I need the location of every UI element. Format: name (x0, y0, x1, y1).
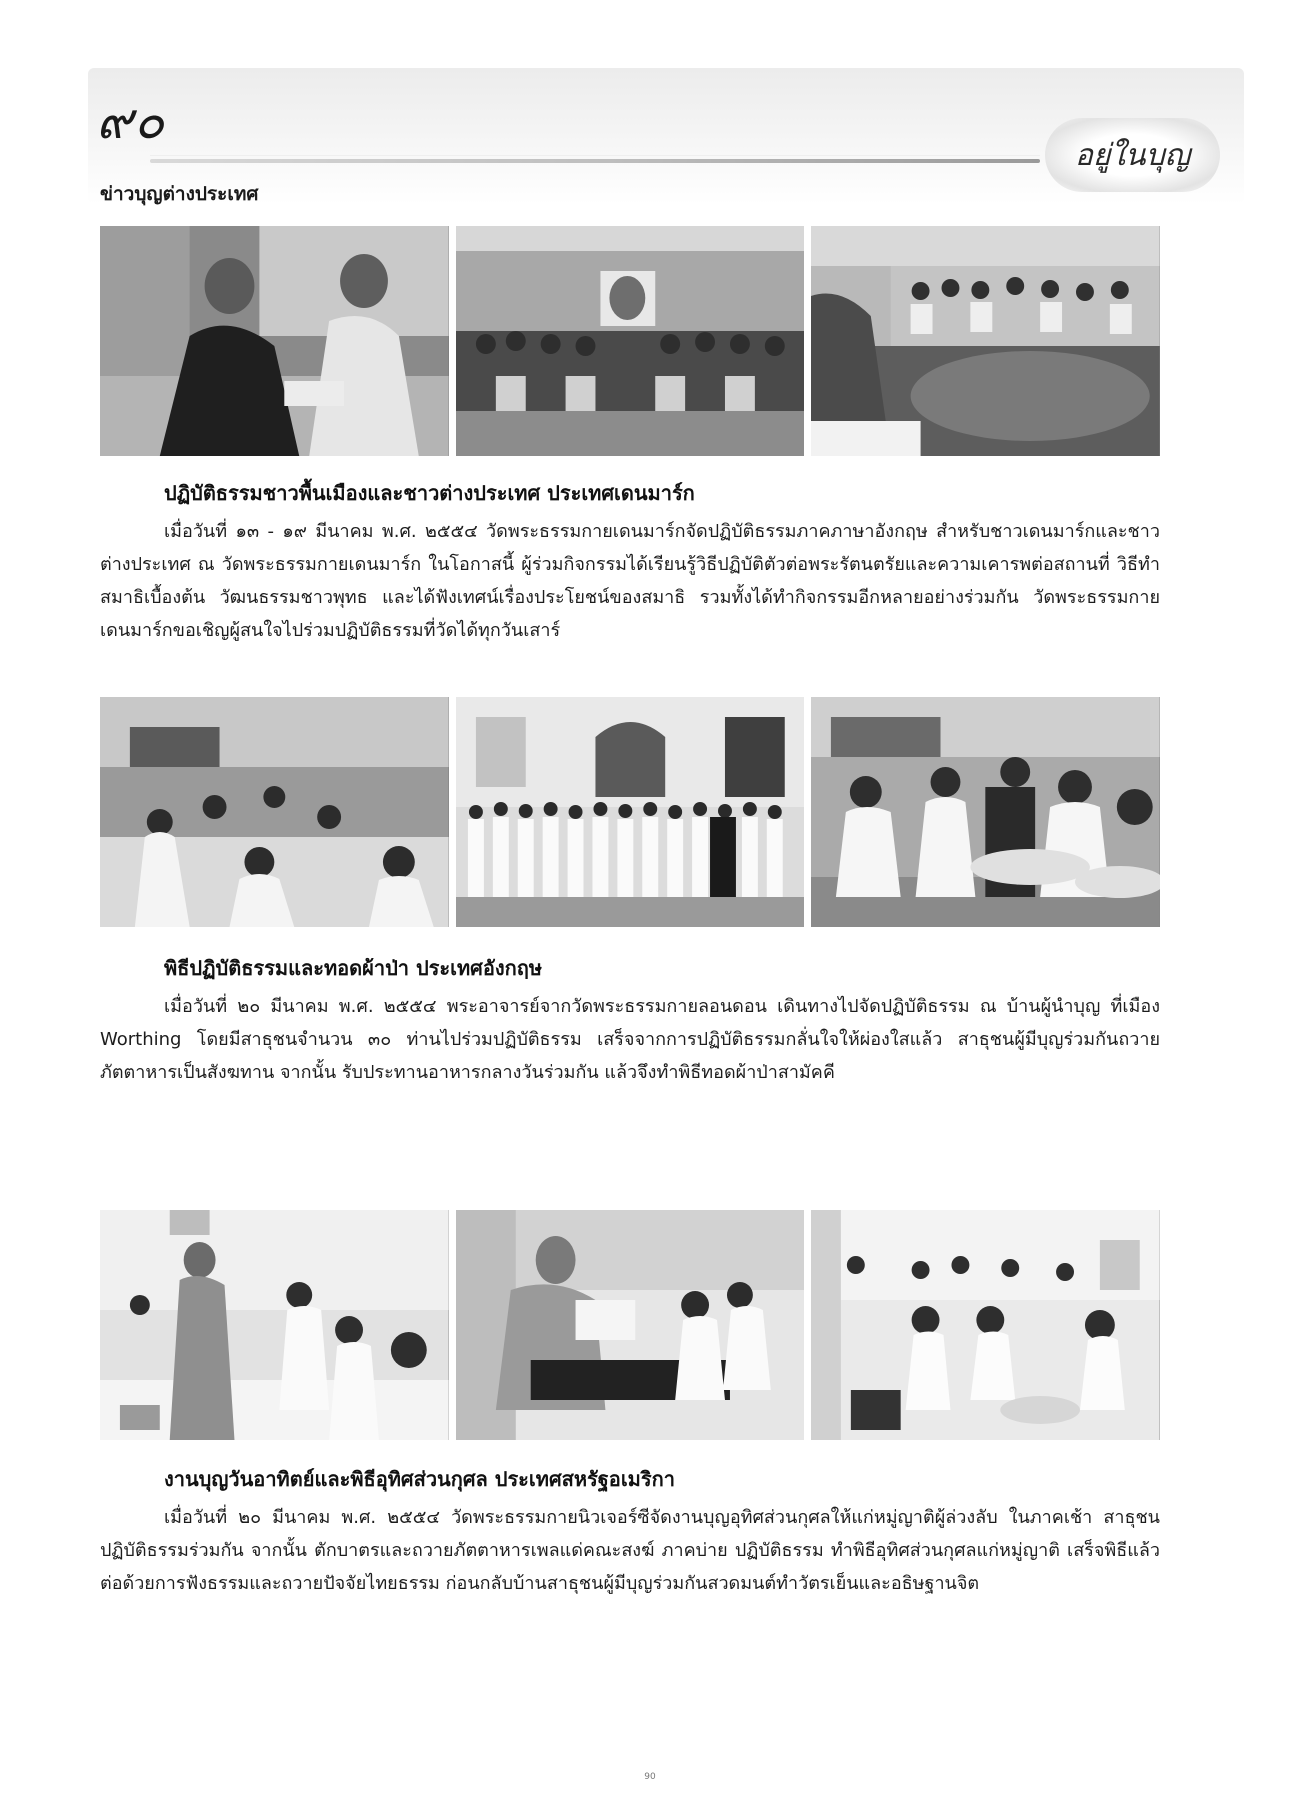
article-title: ปฏิบัติธรรมชาวพื้นเมืองและชาวต่างประเทศ ประเทศเดนมาร์ก (164, 481, 695, 505)
photo-monk-and-devotees (456, 1210, 805, 1440)
page-number: ๙๐ (96, 92, 166, 150)
logo-text: อยู่ในบุญ (1074, 137, 1191, 173)
photo-meditation-hall-usa (811, 1210, 1160, 1440)
article-denmark (100, 478, 1160, 647)
article-title: พิธีปฏิบัติธรรมและทอดผ้าป่า ประเทศอังกฤษ (164, 956, 543, 980)
article-usa (100, 1464, 1160, 1600)
photo-meditators-in-white (100, 697, 449, 927)
article-body: เมื่อวันที่ ๒๐ มีนาคม พ.ศ. ๒๕๕๔ พระอาจารย์จากวัดพระธรรมกายลอนดอน เดินทางไปจัดปฏิบัติธรรม ณ บ้านผู้นำบุญ ที่เมือง Worthing โดยมีสาธุชนจำนวน ๓๐ ท่านไปร่วมปฏิบัติธรรม เสร็จจากการปฏิบัติธรรมกลั่นใจให้ผ่องใสแล้ว สาธุชนผู้มีบุญร่วมกันถวายภัตตาหารเป็นสังฆทาน จากนั้น รับประทานอาหารกลางวันร่วมกัน แล้วจึงทำพิธีทอดผ้าป่าสามัคคี (100, 996, 1160, 1083)
photo-row-england (100, 697, 1160, 927)
photo-alms-offering (100, 1210, 449, 1440)
article-body: เมื่อวันที่ ๒๐ มีนาคม พ.ศ. ๒๕๕๔ วัดพระธรรมกายนิวเจอร์ซีจัดงานบุญอุทิศส่วนกุศลให้แก่หมู่ญาติผู้ล่วงลับ ในภาคเช้า สาธุชนปฏิบัติธรรมร่วมกัน จากนั้น ตักบาตรและถวายภัตตาหารเพลแด่คณะสงฆ์ ภาคบ่าย ปฏิบัติธรรม ทำพิธีอุทิศส่วนกุศลแก่หมู่ญาติ เสร็จพิธีแล้วต่อด้วยการฟังธรรมและถวายปัจจัยไทยธรรม ก่อนกลับบ้านสาธุชนผู้มีบุญร่วมกันสวดมนต์ทำวัตรเย็นและอธิษฐานจิต (100, 1507, 1160, 1594)
header-rule (150, 159, 1040, 163)
section-label: ข่าวบุญต่างประเทศ (100, 183, 259, 205)
footer-page-number: 90 (644, 1772, 656, 1782)
photo-monk-receiving-offering (100, 226, 449, 456)
header-rule-highlight (150, 155, 1040, 156)
photo-meditation-class (811, 226, 1160, 456)
photo-group-denmark (456, 226, 805, 456)
photo-row-usa (100, 1210, 1160, 1440)
article-england (100, 953, 1160, 1089)
photo-row-denmark (100, 226, 1160, 456)
article-body: เมื่อวันที่ ๑๓ - ๑๙ มีนาคม พ.ศ. ๒๕๕๔ วัดพระธรรมกายเดนมาร์กจัดปฏิบัติธรรมภาคภาษาอังกฤษ สำหรับชาวเดนมาร์กและชาวต่างประเทศ ณ วัดพระธรรมกายเดนมาร์ก ในโอกาสนี้ ผู้ร่วมกิจกรรมได้เรียนรู้วิธีปฏิบัติตัวต่อพระรัตนตรัยและความเคารพต่อสถานที่ วิธีทำสมาธิเบื้องต้น วัฒนธรรมชาวพุทธ และได้ฟังเทศน์เรื่องประโยชน์ของสมาธิ รวมทั้งได้ทำกิจกรรมอีกหลายอย่างร่วมกัน วัดพระธรรมกายเดนมาร์กขอเชิญผู้สนใจไปร่วมปฏิบัติธรรมที่วัดได้ทุกวันเสาร์ (100, 521, 1160, 641)
photo-group-in-front-of-house (456, 697, 805, 927)
photo-offering-robes (811, 697, 1160, 927)
article-title: งานบุญวันอาทิตย์และพิธีอุทิศส่วนกุศล ประเทศสหรัฐอเมริกา (164, 1467, 675, 1491)
magazine-logo (1045, 118, 1220, 192)
